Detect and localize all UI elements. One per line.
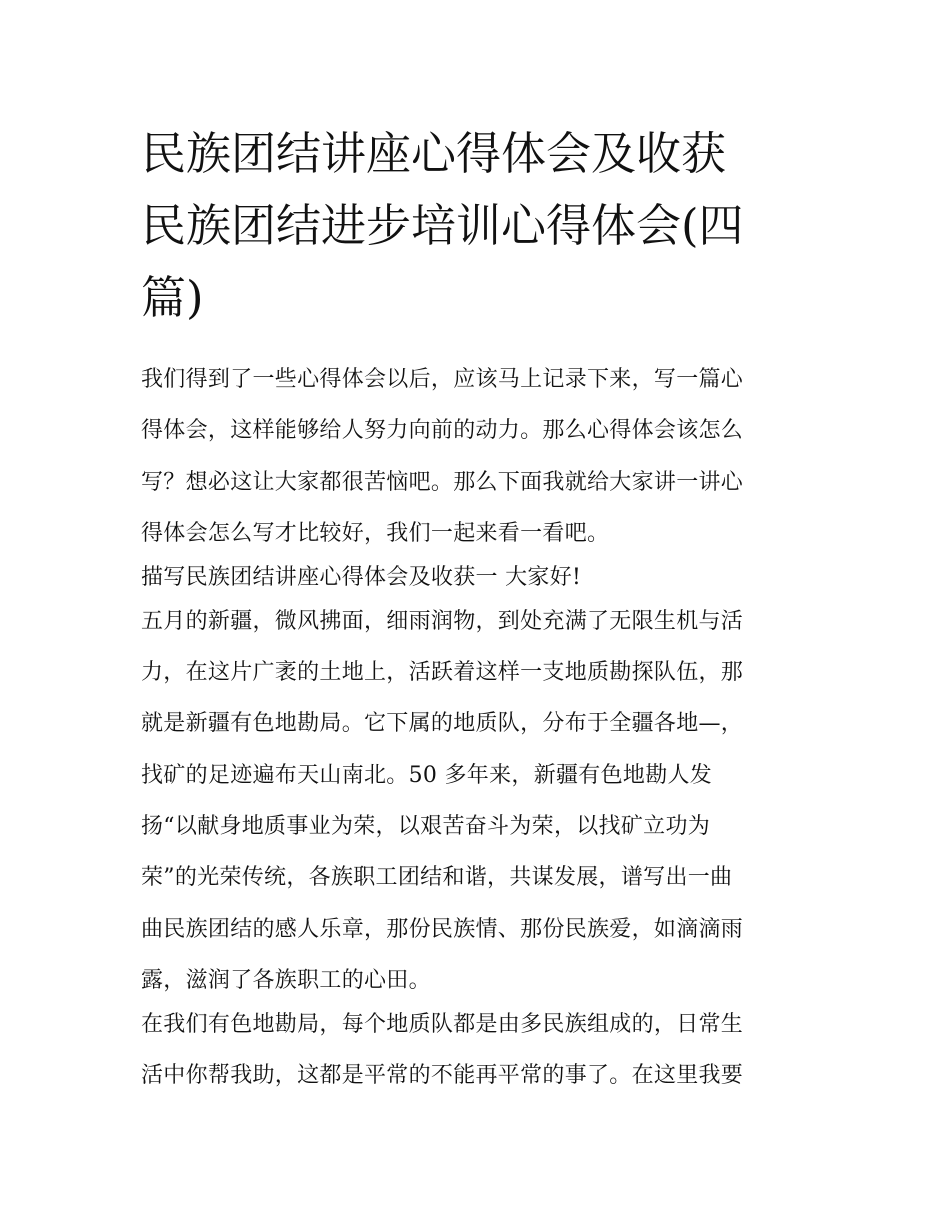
text-line: 就是新疆有色地勘局。它下属的地质队，分布于全疆各地—，: [141, 711, 744, 737]
title-line: 民族团结进步培训心得体会(四: [141, 199, 744, 252]
text-line: 活中你帮我助，这都是平常的不能再平常的事了。在这里我要: [141, 1063, 744, 1089]
text-line: 写？想必这让大家都很苦恼吧。那么下面我就给大家讲一讲心: [141, 469, 744, 495]
text-line: 荣”的光荣传统，各族职工团结和谐，共谋发展，谱写出一曲: [141, 865, 733, 891]
text-line: 力，在这片广袤的土地上，活跃着这样一支地质勘探队伍，那: [141, 660, 744, 686]
title-line: 篇): [141, 271, 204, 324]
text-line: 描写民族团结讲座心得体会及收获一 大家好!: [141, 564, 582, 590]
text-line: 曲民族团结的感人乐章，那份民族情、那份民族爱，如滴滴雨: [141, 916, 744, 942]
text-line: 在我们有色地勘局，每个地质队都是由多民族组成的，日常生: [141, 1011, 744, 1037]
paragraph-bureau: [141, 1005, 831, 1108]
text-line: 我们得到了一些心得体会以后，应该马上记录下来，写一篇心: [141, 367, 744, 392]
text-line: 得体会怎么写才比较好，我们一起来看一看吧。: [141, 520, 610, 546]
text-line: 得体会，这样能够给人努力向前的动力。那么心得体会该怎么: [141, 418, 744, 444]
document-body: [141, 360, 831, 1108]
paragraph-xinjiang: [141, 602, 831, 1005]
text-line: 五月的新疆，微风拂面，细雨润物，到处充满了无限生机与活: [141, 608, 744, 634]
paragraph-intro: [141, 360, 831, 558]
document-title: [141, 118, 841, 334]
text-line: 扬“以献身地质事业为荣，以艰苦奋斗为荣，以找矿立功为: [141, 814, 711, 840]
title-line: 民族团结讲座心得体会及收获: [141, 127, 727, 180]
paragraph-section-heading: [141, 558, 831, 602]
text-line: 找矿的足迹遍布天山南北。50 多年来，新疆有色地勘人发: [141, 762, 713, 788]
text-line: 露，滋润了各族职工的心田。: [141, 967, 431, 993]
